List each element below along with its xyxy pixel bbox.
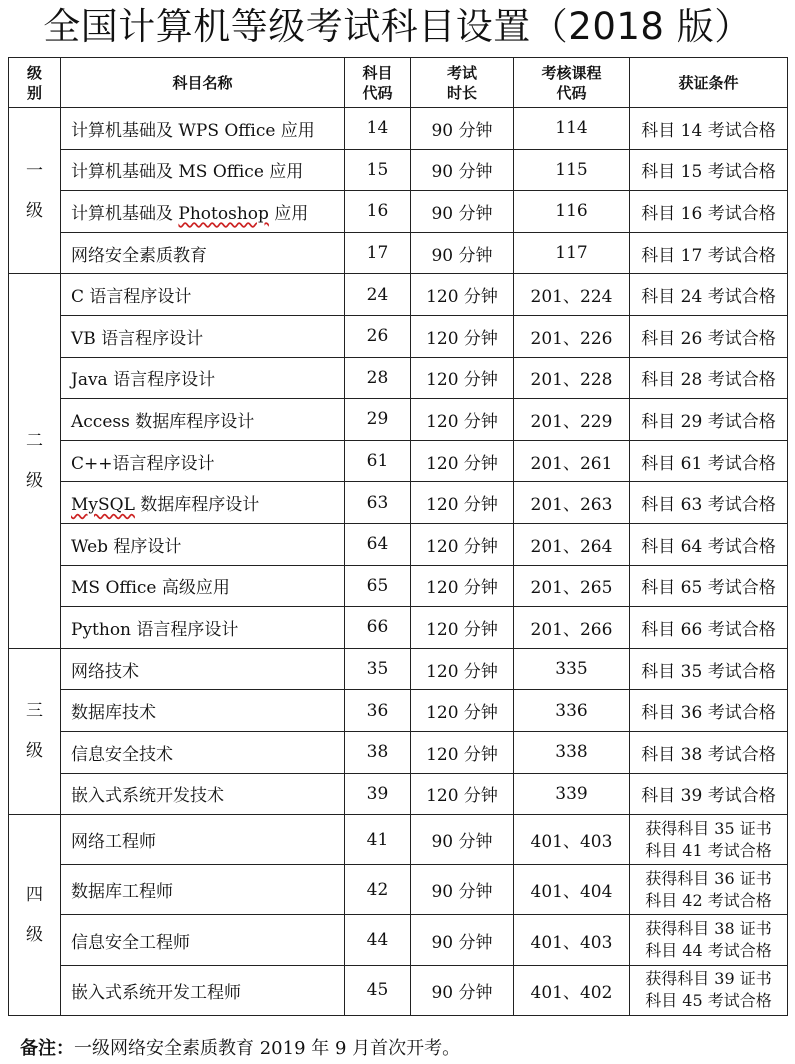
code-cell: 42 [345, 865, 411, 915]
table-row [9, 565, 788, 607]
code-cell: 35 [345, 648, 411, 690]
table-row [9, 191, 788, 233]
table-row [9, 108, 788, 150]
duration-cell: 120 分钟 [411, 648, 514, 690]
condition-cell: 科目 66 考试合格 [630, 607, 788, 649]
subject-cell: VB 语言程序设计 [61, 315, 345, 357]
condition-cell: 科目 15 考试合格 [630, 149, 788, 191]
subject-cell: Access 数据库程序设计 [61, 399, 345, 441]
code-cell: 29 [345, 399, 411, 441]
table-row [9, 915, 788, 965]
course-code-cell: 201、229 [514, 399, 630, 441]
course-code-cell: 201、266 [514, 607, 630, 649]
subject-cell: 计算机基础及 Photoshop 应用 [61, 191, 345, 233]
header-code: 科目 代码 [345, 58, 411, 108]
duration-cell: 120 分钟 [411, 607, 514, 649]
duration-cell: 90 分钟 [411, 232, 514, 274]
duration-cell: 120 分钟 [411, 523, 514, 565]
table-row [9, 965, 788, 1015]
header-subject: 科目名称 [61, 58, 345, 108]
code-cell: 41 [345, 815, 411, 865]
code-cell: 65 [345, 565, 411, 607]
course-code-cell: 201、224 [514, 274, 630, 316]
subject-cell: 嵌入式系统开发工程师 [61, 965, 345, 1015]
subject-cell: 信息安全工程师 [61, 915, 345, 965]
subject-cell: Python 语言程序设计 [61, 607, 345, 649]
code-cell: 45 [345, 965, 411, 1015]
footnote-text: 一级网络安全素质教育 2019 年 9 月首次开考。 [74, 1038, 461, 1059]
duration-cell: 120 分钟 [411, 399, 514, 441]
course-code-cell: 116 [514, 191, 630, 233]
footnote-label: 备注： [20, 1038, 74, 1059]
subject-cell: Java 语言程序设计 [61, 357, 345, 399]
table-row [9, 357, 788, 399]
footnote [20, 1036, 460, 1062]
duration-cell: 120 分钟 [411, 482, 514, 524]
condition-cell: 科目 64 考试合格 [630, 523, 788, 565]
level-cell: 四 级 [9, 815, 61, 1016]
condition-cell: 科目 14 考试合格 [630, 108, 788, 150]
condition-cell: 科目 65 考试合格 [630, 565, 788, 607]
code-cell: 44 [345, 915, 411, 965]
table-row [9, 399, 788, 441]
condition-cell: 科目 16 考试合格 [630, 191, 788, 233]
table-row [9, 523, 788, 565]
duration-cell: 90 分钟 [411, 915, 514, 965]
code-cell: 64 [345, 523, 411, 565]
table-row [9, 690, 788, 732]
duration-cell: 120 分钟 [411, 690, 514, 732]
header-duration: 考试 时长 [411, 58, 514, 108]
code-cell: 16 [345, 191, 411, 233]
condition-cell: 获得科目 39 证书 科目 45 考试合格 [630, 965, 788, 1015]
subject-cell: 嵌入式系统开发技术 [61, 773, 345, 815]
condition-cell: 科目 38 考试合格 [630, 731, 788, 773]
condition-cell: 科目 36 考试合格 [630, 690, 788, 732]
course-code-cell: 201、263 [514, 482, 630, 524]
subject-cell: 网络工程师 [61, 815, 345, 865]
condition-cell: 科目 39 考试合格 [630, 773, 788, 815]
header-course-code: 考核课程 代码 [514, 58, 630, 108]
duration-cell: 120 分钟 [411, 315, 514, 357]
code-cell: 26 [345, 315, 411, 357]
subject-cell: 计算机基础及 MS Office 应用 [61, 149, 345, 191]
code-cell: 14 [345, 108, 411, 150]
course-code-cell: 339 [514, 773, 630, 815]
code-cell: 38 [345, 731, 411, 773]
condition-cell: 获得科目 35 证书 科目 41 考试合格 [630, 815, 788, 865]
table-row [9, 731, 788, 773]
exam-subjects-table [8, 57, 788, 1016]
table-row [9, 315, 788, 357]
course-code-cell: 401、402 [514, 965, 630, 1015]
course-code-cell: 201、226 [514, 315, 630, 357]
table-row [9, 648, 788, 690]
level-cell: 二 级 [9, 274, 61, 648]
table-row [9, 274, 788, 316]
duration-cell: 120 分钟 [411, 773, 514, 815]
condition-cell: 获得科目 38 证书 科目 44 考试合格 [630, 915, 788, 965]
duration-cell: 120 分钟 [411, 274, 514, 316]
condition-cell: 获得科目 36 证书 科目 42 考试合格 [630, 865, 788, 915]
subject-cell: 网络技术 [61, 648, 345, 690]
duration-cell: 90 分钟 [411, 965, 514, 1015]
subject-cell: 数据库工程师 [61, 865, 345, 915]
condition-cell: 科目 17 考试合格 [630, 232, 788, 274]
course-code-cell: 338 [514, 731, 630, 773]
table-row [9, 482, 788, 524]
code-cell: 36 [345, 690, 411, 732]
code-cell: 39 [345, 773, 411, 815]
duration-cell: 90 分钟 [411, 815, 514, 865]
subject-cell: C++语言程序设计 [61, 440, 345, 482]
subject-cell: MS Office 高级应用 [61, 565, 345, 607]
table-row [9, 607, 788, 649]
level-cell: 三 级 [9, 648, 61, 814]
course-code-cell: 201、265 [514, 565, 630, 607]
duration-cell: 120 分钟 [411, 440, 514, 482]
table-row [9, 815, 788, 865]
subject-cell: Web 程序设计 [61, 523, 345, 565]
condition-cell: 科目 61 考试合格 [630, 440, 788, 482]
code-cell: 28 [345, 357, 411, 399]
condition-cell: 科目 28 考试合格 [630, 357, 788, 399]
course-code-cell: 335 [514, 648, 630, 690]
course-code-cell: 401、403 [514, 815, 630, 865]
code-cell: 17 [345, 232, 411, 274]
code-cell: 15 [345, 149, 411, 191]
table-row [9, 773, 788, 815]
condition-cell: 科目 24 考试合格 [630, 274, 788, 316]
condition-cell: 科目 63 考试合格 [630, 482, 788, 524]
code-cell: 61 [345, 440, 411, 482]
subject-cell: MySQL 数据库程序设计 [61, 482, 345, 524]
duration-cell: 120 分钟 [411, 565, 514, 607]
table-header-row [9, 58, 788, 108]
condition-cell: 科目 26 考试合格 [630, 315, 788, 357]
duration-cell: 90 分钟 [411, 149, 514, 191]
course-code-cell: 401、404 [514, 865, 630, 915]
table-row [9, 149, 788, 191]
table-body [9, 108, 788, 1016]
condition-cell: 科目 29 考试合格 [630, 399, 788, 441]
table-row [9, 865, 788, 915]
course-code-cell: 201、261 [514, 440, 630, 482]
table-row [9, 440, 788, 482]
course-code-cell: 201、264 [514, 523, 630, 565]
duration-cell: 120 分钟 [411, 731, 514, 773]
code-cell: 24 [345, 274, 411, 316]
subject-cell: 信息安全技术 [61, 731, 345, 773]
course-code-cell: 114 [514, 108, 630, 150]
duration-cell: 90 分钟 [411, 191, 514, 233]
course-code-cell: 201、228 [514, 357, 630, 399]
level-cell: 一 级 [9, 108, 61, 274]
duration-cell: 120 分钟 [411, 357, 514, 399]
course-code-cell: 401、403 [514, 915, 630, 965]
condition-cell: 科目 35 考试合格 [630, 648, 788, 690]
code-cell: 63 [345, 482, 411, 524]
page-title: 全国计算机等级考试科目设置（2018 版） [43, 5, 752, 48]
subject-cell: 计算机基础及 WPS Office 应用 [61, 108, 345, 150]
header-level: 级 别 [9, 58, 61, 108]
subject-cell: 数据库技术 [61, 690, 345, 732]
code-cell: 66 [345, 607, 411, 649]
course-code-cell: 336 [514, 690, 630, 732]
course-code-cell: 115 [514, 149, 630, 191]
subject-cell: C 语言程序设计 [61, 274, 345, 316]
course-code-cell: 117 [514, 232, 630, 274]
duration-cell: 90 分钟 [411, 108, 514, 150]
header-condition: 获证条件 [630, 58, 788, 108]
subject-cell: 网络安全素质教育 [61, 232, 345, 274]
duration-cell: 90 分钟 [411, 865, 514, 915]
table-row [9, 232, 788, 274]
